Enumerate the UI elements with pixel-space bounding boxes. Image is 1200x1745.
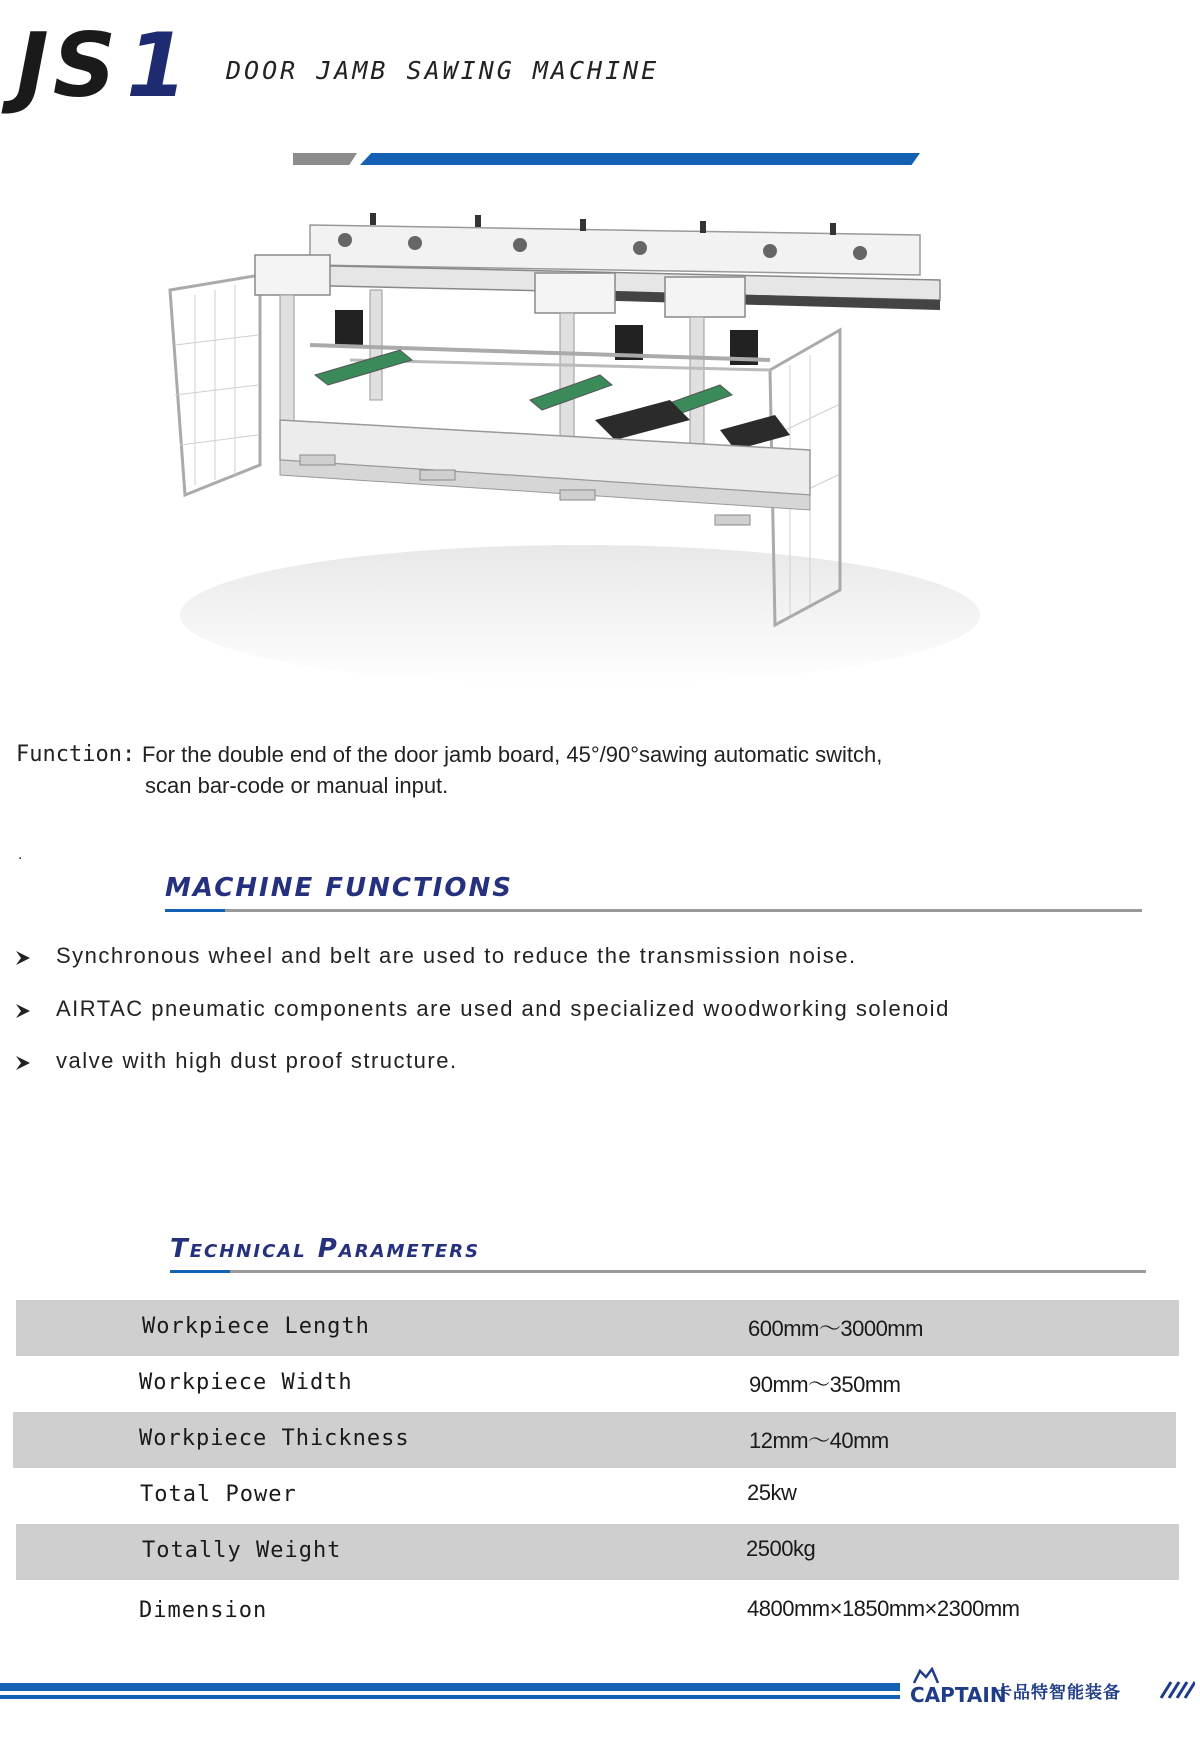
- technical-parameters-heading: Technical Parameters: [170, 1234, 481, 1264]
- param-value: 2500kg: [746, 1536, 816, 1561]
- function-description-line1: For the double end of the door jamb board, 45°/90°sawing automatic switch,: [142, 742, 883, 767]
- function-description-line2: scan bar-code or manual input.: [145, 773, 449, 798]
- footer-bar-thin: [0, 1695, 900, 1699]
- table-row: [16, 1300, 1179, 1356]
- function-item-text: AIRTAC pneumatic components are used and specialized woodworking solenoid: [56, 996, 950, 1021]
- function-item-text: valve with high dust proof structure.: [56, 1048, 458, 1073]
- machine-functions-heading: MACHINE FUNCTIONS: [165, 873, 513, 903]
- footer-bar: [0, 1683, 900, 1691]
- stripes-icon: [1155, 1680, 1195, 1700]
- param-label: Dimension: [139, 1598, 268, 1623]
- product-subtitle: DOOR JAMB SAWING MACHINE: [226, 56, 660, 85]
- arrow-bullet-icon: [14, 1048, 56, 1074]
- arrow-bullet-icon: [14, 996, 56, 1022]
- param-label: Totally Weight: [142, 1538, 342, 1563]
- param-value: 4800mm×1850mm×2300mm: [747, 1596, 1020, 1621]
- technical-parameters-rule: [230, 1270, 1146, 1273]
- machine-functions-rule: [225, 909, 1142, 912]
- table-row: [13, 1412, 1176, 1468]
- param-value: 600mm～3000mm: [748, 1316, 923, 1341]
- function-label: Function:: [16, 742, 136, 767]
- brand-name-cn: 卡品特智能装备: [995, 1683, 1121, 1702]
- table-row: [16, 1356, 1179, 1412]
- table-row: [16, 1468, 1179, 1524]
- param-value: 25kw: [747, 1480, 797, 1505]
- param-value: 90mm～350mm: [749, 1372, 901, 1397]
- table-row: [16, 1584, 1179, 1640]
- stray-dot: .: [18, 846, 23, 863]
- table-row: [16, 1524, 1179, 1580]
- list-item: [14, 996, 950, 1022]
- arrow-bullet-icon: [14, 943, 56, 969]
- param-value: 12mm～40mm: [749, 1428, 889, 1453]
- function-item-text: Synchronous wheel and belt are used to reduce the transmission noise.: [56, 943, 857, 968]
- list-item: [14, 943, 857, 969]
- door-jamb-sawing-machine-illustration: [150, 195, 1000, 695]
- brand-logo: CAPTAIN: [910, 1683, 1007, 1707]
- header-accent-blue: [360, 153, 920, 165]
- header-accent-grey: [293, 153, 357, 165]
- param-label: Total Power: [140, 1482, 297, 1507]
- machine-functions-rule-accent: [165, 909, 225, 912]
- param-label: Workpiece Length: [142, 1314, 370, 1339]
- model-number: 1: [126, 14, 192, 117]
- param-label: Workpiece Thickness: [139, 1426, 410, 1451]
- model-prefix: JS: [16, 14, 121, 117]
- list-item: [14, 1048, 458, 1074]
- param-label: Workpiece Width: [139, 1370, 353, 1395]
- model-title: [16, 14, 192, 117]
- technical-parameters-rule-accent: [170, 1270, 230, 1273]
